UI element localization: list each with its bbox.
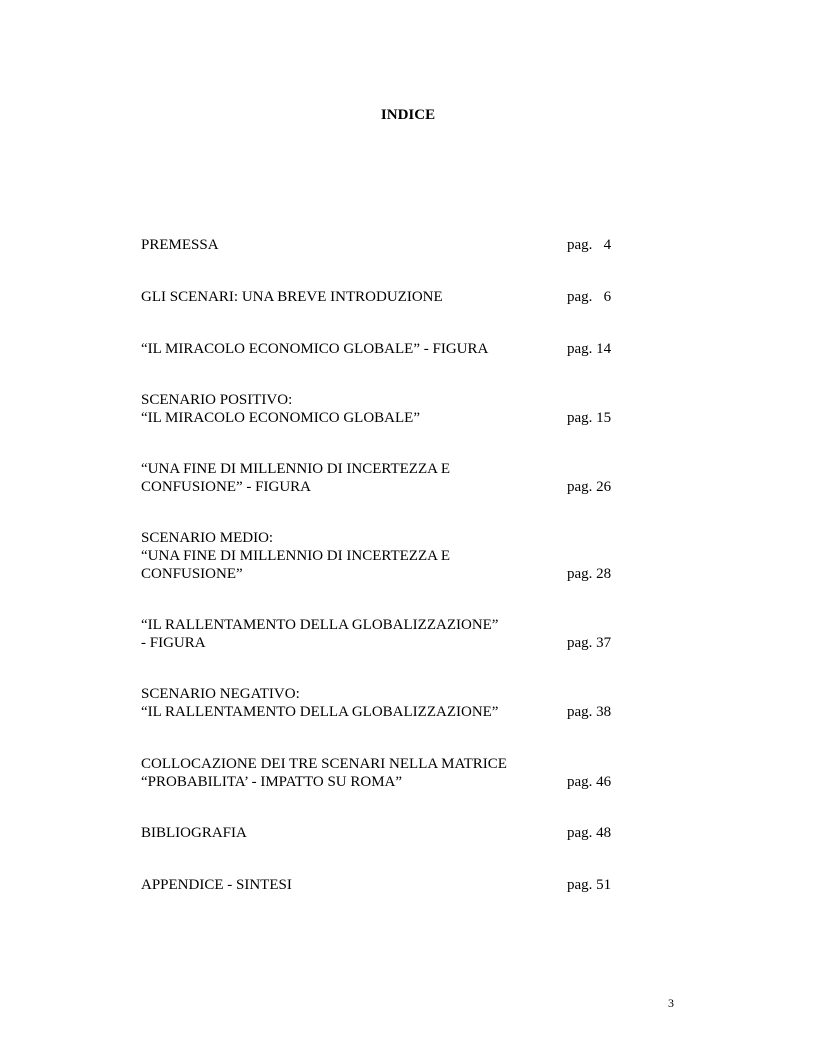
toc-entry-label — [141, 529, 541, 583]
toc-entry-line: CONFUSIONE” - FIGURA — [141, 479, 312, 495]
toc-entry-scenario-medio[interactable] — [141, 529, 617, 583]
toc-entry-line: SCENARIO MEDIO: — [141, 530, 274, 546]
page-number: 3 — [668, 996, 674, 1010]
toc-entry-page: pag. 37 — [567, 635, 612, 651]
toc-entry-line: COLLOCAZIONE DEI TRE SCENARI NELLA MATRICE — [141, 756, 507, 772]
toc-entry-label — [141, 616, 541, 652]
toc-entry-line: “IL MIRACOLO ECONOMICO GLOBALE” - FIGURA — [141, 341, 489, 357]
toc-entry-collocazione[interactable] — [141, 755, 617, 791]
toc-entry-page: pag. 4 — [567, 237, 612, 253]
toc-entry-line: GLI SCENARI: UNA BREVE INTRODUZIONE — [141, 289, 443, 305]
toc-entry-page: pag. 15 — [567, 410, 612, 426]
toc-entry-line: “UNA FINE DI MILLENNIO DI INCERTEZZA E — [141, 548, 451, 564]
toc-entry-label — [141, 824, 541, 842]
toc-entry-line: BIBLIOGRAFIA — [141, 825, 247, 841]
toc-entry-label — [141, 391, 541, 427]
toc-entry-label — [141, 288, 541, 306]
toc-entry-scenario-positivo[interactable] — [141, 391, 617, 427]
toc-entry-line: APPENDICE - SINTESI — [141, 877, 292, 893]
toc-entry-appendice[interactable] — [141, 876, 617, 894]
toc-entry-page: pag. 48 — [567, 825, 612, 841]
toc-entry-label — [141, 340, 541, 358]
toc-entry-fine-millennio-figura[interactable] — [141, 460, 617, 496]
toc-entry-label — [141, 685, 541, 721]
page-title: INDICE — [380, 107, 436, 123]
toc-entry-page: pag. 14 — [567, 341, 612, 357]
toc-entry-rallentamento-figura[interactable] — [141, 616, 617, 652]
toc-entry-scenario-negativo[interactable] — [141, 685, 617, 721]
toc-entry-line: - FIGURA — [141, 635, 206, 651]
toc-entry-page: pag. 26 — [567, 479, 612, 495]
toc-entry-label — [141, 876, 541, 894]
toc-entry-line: “IL MIRACOLO ECONOMICO GLOBALE” — [141, 410, 420, 426]
toc-entry-line: SCENARIO NEGATIVO: — [141, 686, 300, 702]
toc-entry-line: “PROBABILITA’ - IMPATTO SU ROMA” — [141, 774, 403, 790]
toc-entry-page: pag. 51 — [567, 877, 612, 893]
toc-entry-line: “IL RALLENTAMENTO DELLA GLOBALIZZAZIONE” — [141, 617, 499, 633]
toc-entry-bibliografia[interactable] — [141, 824, 617, 842]
toc-entry-line: “UNA FINE DI MILLENNIO DI INCERTEZZA E — [141, 461, 451, 477]
toc-entry-premessa[interactable] — [141, 236, 617, 254]
toc-entry-label — [141, 236, 541, 254]
toc-entry-page: pag. 6 — [567, 289, 612, 305]
toc-entry-gli-scenari[interactable] — [141, 288, 617, 306]
toc-entry-line: SCENARIO POSITIVO: — [141, 392, 293, 408]
toc-entry-page: pag. 46 — [567, 774, 612, 790]
toc-entry-label — [141, 460, 541, 496]
toc-entry-line: CONFUSIONE” — [141, 566, 243, 582]
toc-entry-miracolo-figura[interactable] — [141, 340, 617, 358]
toc-entry-page: pag. 38 — [567, 704, 612, 720]
toc-entry-label — [141, 755, 541, 791]
toc-entry-page: pag. 28 — [567, 566, 612, 582]
toc-entry-line: PREMESSA — [141, 237, 219, 253]
toc-entry-line: “IL RALLENTAMENTO DELLA GLOBALIZZAZIONE” — [141, 704, 499, 720]
